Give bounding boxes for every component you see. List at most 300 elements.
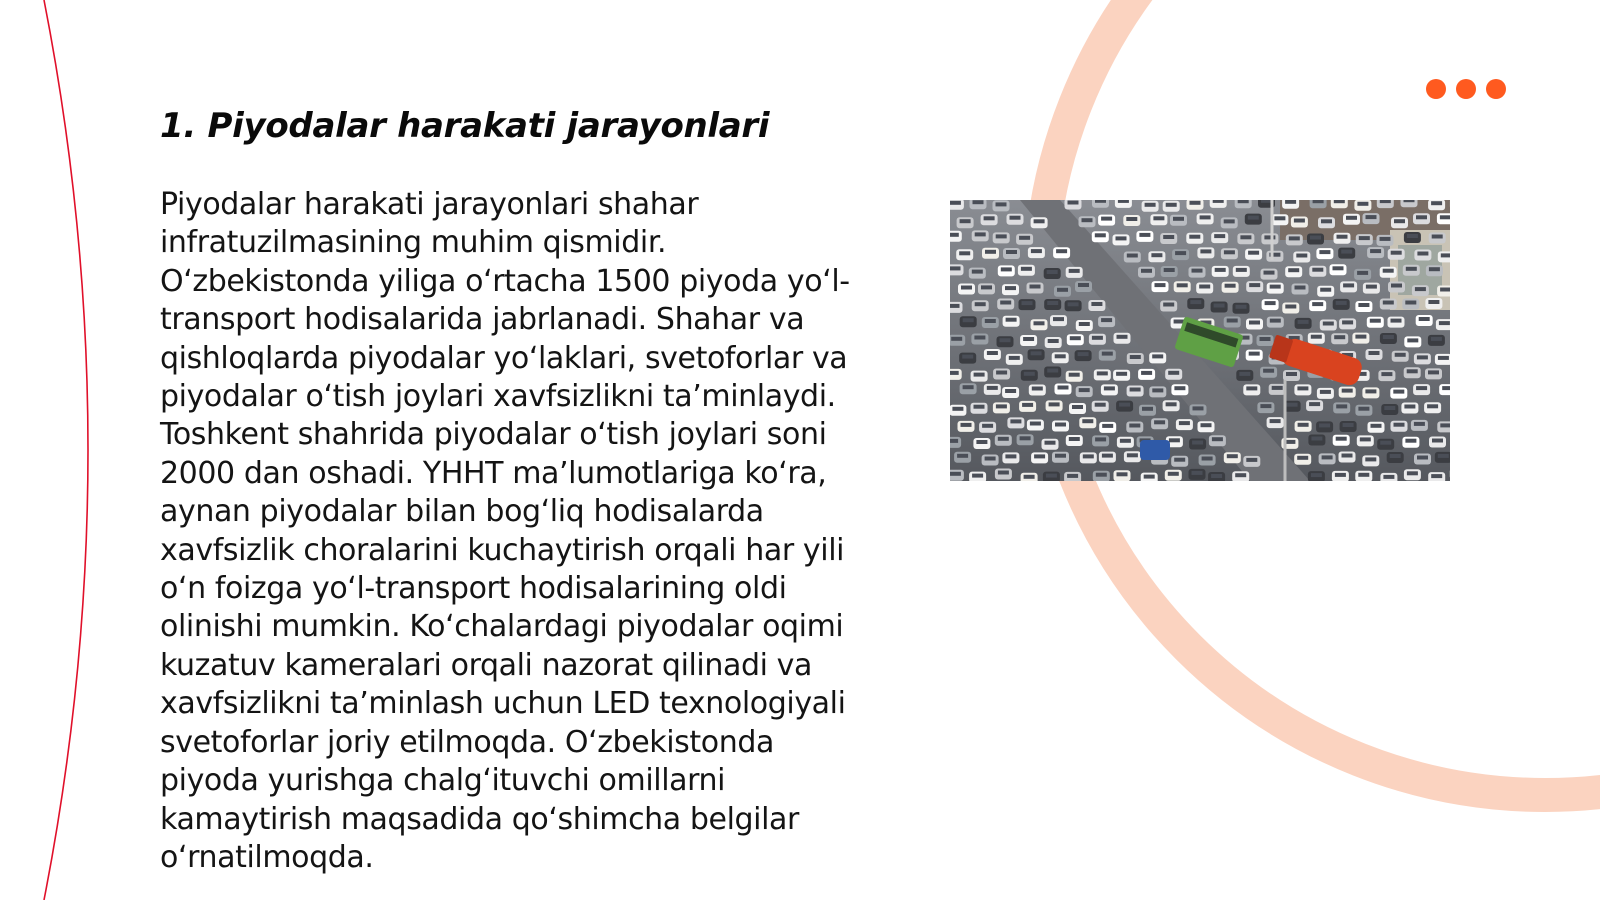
car-window-shape bbox=[1370, 319, 1381, 323]
car-window-shape bbox=[1095, 403, 1106, 407]
car-window-shape bbox=[1095, 233, 1106, 237]
car-window-shape bbox=[1312, 302, 1323, 306]
car-window-shape bbox=[985, 457, 996, 461]
car-window-shape bbox=[1163, 235, 1174, 239]
car-window-shape bbox=[1297, 456, 1308, 460]
car-window-shape bbox=[1298, 320, 1309, 324]
car-window-shape bbox=[1322, 455, 1333, 459]
car-window-shape bbox=[1227, 319, 1238, 323]
car-window-shape bbox=[1034, 321, 1045, 325]
car-window-shape bbox=[996, 202, 1007, 206]
car-window-shape bbox=[998, 471, 1009, 475]
car-window-shape bbox=[1309, 402, 1320, 406]
car-window-shape bbox=[1102, 424, 1113, 428]
car-window-shape bbox=[1342, 454, 1353, 458]
car-window-shape bbox=[1370, 249, 1381, 253]
car-window-shape bbox=[1343, 423, 1354, 427]
car-window-shape bbox=[1391, 284, 1402, 288]
car-window-shape bbox=[1116, 236, 1127, 240]
car-window-shape bbox=[1440, 288, 1450, 292]
car-window-shape bbox=[1320, 288, 1331, 292]
car-window-shape bbox=[1265, 301, 1276, 305]
car-window-shape bbox=[1120, 439, 1131, 443]
car-window-shape bbox=[1238, 200, 1249, 203]
slide-title: 1. Piyodalar harakati jarayonlari bbox=[160, 106, 770, 146]
car-window-shape bbox=[1438, 356, 1449, 360]
car-window-shape bbox=[1260, 404, 1271, 408]
car-window-shape bbox=[975, 232, 986, 236]
car-window-shape bbox=[1285, 305, 1296, 309]
car-window-shape bbox=[1130, 355, 1141, 359]
car-window-shape bbox=[1079, 322, 1090, 326]
slide-body-text: Piyodalar harakati jarayonlari shahar infratuzilmasining muhim qismidir. O‘zbekistonda yiliga o‘rtacha 1500 piyoda yo‘l-transport hodisalarida jabrlanadi. Shahar va qishloqlarda piyodalar yo‘laklari, svetoforlar va piyodalar o‘tish joylari xavfsizlikni ta’minlaydi. Toshkent shahrida piyodalar o‘tish joylari soni 2000 dan oshadi. YHHT ma’lumotlariga ko‘ra, aynan piyodalar bilan bog‘liq hodisalarda xavfsizlik choralarini kuchaytirish orqali har yili o‘n foizga yo‘l-transport hodisalarining oldi olinishi mumkin. Ko‘chalardagi piyodalar oqimi kuzatuv kameralari orqali nazorat qilinadi va xavfsizlikni ta’minlash uchun LED texnologiyali svetoforlar joriy etilmoqda. O‘zbekistonda piyoda yurishga chalg‘ituvchi omillarni kamaytirish maqsadida qo‘shimcha belgilar o‘rnatilmoqda. bbox=[160, 187, 850, 875]
car-window-shape bbox=[1141, 371, 1152, 375]
car-window-shape bbox=[1369, 351, 1380, 355]
car-window-shape bbox=[1163, 303, 1174, 307]
car-window-shape bbox=[1031, 351, 1042, 355]
car-window-shape bbox=[1145, 203, 1156, 207]
car-window-shape bbox=[1079, 388, 1090, 392]
car-window-shape bbox=[1394, 423, 1405, 427]
car-window-shape bbox=[1092, 336, 1103, 340]
car-window-shape bbox=[1215, 268, 1226, 272]
car-window-shape bbox=[1174, 386, 1185, 390]
car-window-shape bbox=[1394, 219, 1405, 223]
car-window-shape bbox=[1144, 475, 1155, 479]
car-window-shape bbox=[1022, 403, 1033, 407]
car-window-shape bbox=[1058, 386, 1069, 390]
car-window-shape bbox=[1260, 337, 1271, 341]
car-window-shape bbox=[1428, 300, 1439, 304]
car-window-shape bbox=[1078, 283, 1089, 287]
car-window-shape bbox=[963, 318, 974, 322]
car-window-shape bbox=[1336, 437, 1347, 441]
car-window-shape bbox=[1297, 386, 1308, 390]
car-window-shape bbox=[1427, 404, 1438, 408]
car-window-shape bbox=[1286, 372, 1297, 376]
left-curve-line bbox=[44, 0, 88, 900]
car-window-shape bbox=[1371, 424, 1382, 428]
car-window-shape bbox=[950, 233, 959, 237]
traffic-jam-illustration bbox=[950, 200, 1450, 481]
car-window-shape bbox=[1365, 389, 1376, 393]
car-window-shape bbox=[1095, 200, 1106, 203]
car-window-shape bbox=[1020, 436, 1031, 440]
car-window-shape bbox=[1380, 237, 1391, 241]
car-window-shape bbox=[1005, 286, 1016, 290]
car-window-shape bbox=[1263, 369, 1274, 373]
car-window-shape bbox=[1117, 335, 1128, 339]
car-window-shape bbox=[1139, 233, 1150, 237]
car-window-shape bbox=[1173, 217, 1184, 221]
car-window-shape bbox=[1227, 454, 1238, 458]
car-window-shape bbox=[1154, 420, 1165, 424]
car-window-shape bbox=[1152, 354, 1163, 358]
car-window-shape bbox=[1082, 419, 1093, 423]
car-window-shape bbox=[1005, 389, 1016, 393]
car-window-shape bbox=[1391, 251, 1402, 255]
car-window-shape bbox=[1333, 266, 1344, 270]
car-window-shape bbox=[1190, 300, 1201, 304]
car-window-shape bbox=[1097, 371, 1108, 375]
car-window-shape bbox=[1319, 250, 1330, 254]
car-window-shape bbox=[1202, 457, 1213, 461]
car-window-shape bbox=[1096, 473, 1107, 477]
car-window-shape bbox=[1095, 437, 1106, 441]
car-window-shape bbox=[1019, 236, 1030, 240]
car-window-shape bbox=[1321, 219, 1332, 223]
car-window-shape bbox=[1164, 268, 1175, 272]
car-window-shape bbox=[1357, 202, 1368, 206]
car-window-shape bbox=[975, 302, 986, 306]
car-window-shape bbox=[973, 200, 984, 204]
car-window-shape bbox=[1070, 336, 1081, 340]
car-window-shape bbox=[1240, 235, 1251, 239]
car-window-shape bbox=[985, 319, 996, 323]
car-window-shape bbox=[1311, 437, 1322, 441]
car-window-shape bbox=[1431, 201, 1442, 205]
car-window-shape bbox=[1130, 388, 1141, 392]
car-window-shape bbox=[1323, 322, 1334, 326]
car-window-shape bbox=[1355, 335, 1366, 339]
car-window-shape bbox=[1049, 402, 1060, 406]
car-window-shape bbox=[1261, 200, 1272, 203]
car-window-shape bbox=[1365, 457, 1376, 461]
car-window-shape bbox=[987, 351, 998, 355]
car-window-shape bbox=[1440, 215, 1450, 219]
car-window-shape bbox=[1249, 283, 1260, 287]
car-window-shape bbox=[1359, 236, 1370, 240]
dot-icon bbox=[1456, 79, 1476, 99]
car-window-shape bbox=[1236, 268, 1247, 272]
car-window-shape bbox=[1224, 250, 1235, 254]
car-window-shape bbox=[1091, 302, 1102, 306]
car-window-shape bbox=[1034, 219, 1045, 223]
car-window-shape bbox=[1083, 454, 1094, 458]
car-window-shape bbox=[982, 424, 993, 428]
car-window-shape bbox=[1311, 335, 1322, 339]
car-window-shape bbox=[1405, 301, 1416, 305]
car-window-shape bbox=[1078, 352, 1089, 356]
car-window-shape bbox=[1046, 474, 1057, 478]
car-window-shape bbox=[1313, 200, 1324, 203]
car-window-shape bbox=[1358, 473, 1369, 477]
car-window-shape bbox=[984, 216, 995, 220]
car-window-shape bbox=[1417, 355, 1428, 359]
car-window-shape bbox=[1380, 441, 1391, 445]
car-window-shape bbox=[963, 385, 974, 389]
car-window-shape bbox=[1006, 250, 1017, 254]
car-window-shape bbox=[1048, 339, 1059, 343]
car-window-shape bbox=[974, 373, 985, 377]
car-window-shape bbox=[1337, 235, 1348, 239]
car-window-shape bbox=[960, 219, 971, 223]
car-window-shape bbox=[1142, 407, 1153, 411]
car-window-shape bbox=[1246, 458, 1257, 462]
car-window-shape bbox=[1249, 321, 1260, 325]
car-window-shape bbox=[1102, 454, 1113, 458]
car-window-shape bbox=[1432, 439, 1443, 443]
car-window-shape bbox=[1005, 454, 1016, 458]
car-window-shape bbox=[1141, 269, 1152, 273]
car-window-shape bbox=[1200, 249, 1211, 253]
car-window-shape bbox=[1009, 356, 1020, 360]
car-window-shape bbox=[1360, 437, 1371, 441]
car-window-shape bbox=[1177, 283, 1188, 287]
car-window-shape bbox=[1342, 389, 1353, 393]
car-window-shape bbox=[1419, 317, 1430, 321]
car-window-shape bbox=[1335, 473, 1346, 477]
car-window-shape bbox=[1072, 405, 1083, 409]
car-window-shape bbox=[1235, 473, 1246, 477]
car-window-shape bbox=[1431, 337, 1442, 341]
car-window-shape bbox=[1381, 372, 1392, 376]
car-window-shape bbox=[1127, 254, 1138, 258]
car-window-shape bbox=[1022, 301, 1033, 305]
car-window-shape bbox=[1126, 217, 1137, 221]
car-window-shape bbox=[1383, 269, 1394, 273]
car-window-shape bbox=[1431, 474, 1442, 478]
car-window-shape bbox=[1151, 253, 1162, 257]
car-window-shape bbox=[961, 423, 972, 427]
car-window-shape bbox=[1429, 267, 1440, 271]
car-window-shape bbox=[1034, 454, 1045, 458]
car-window-shape bbox=[1383, 475, 1394, 479]
car-window-shape bbox=[1032, 387, 1043, 391]
car-window-shape bbox=[1310, 236, 1321, 240]
car-window-shape bbox=[1406, 267, 1417, 271]
car-window-shape bbox=[1199, 285, 1210, 289]
car-window-shape bbox=[951, 337, 962, 341]
car-window-shape bbox=[1119, 403, 1130, 407]
car-window-shape bbox=[1152, 388, 1163, 392]
car-window-shape bbox=[1404, 405, 1415, 409]
car-window-shape bbox=[1101, 217, 1112, 221]
car-window-shape bbox=[959, 251, 970, 255]
car-window-shape bbox=[1155, 283, 1166, 287]
car-window-shape bbox=[1285, 200, 1296, 204]
car-window-shape bbox=[974, 336, 985, 340]
car-window-shape bbox=[1024, 372, 1035, 376]
car-window-shape bbox=[1270, 285, 1281, 289]
car-window-shape bbox=[1432, 235, 1443, 239]
car-window-shape bbox=[981, 285, 992, 289]
car-window-shape bbox=[1248, 216, 1259, 220]
car-window-shape bbox=[1407, 338, 1418, 342]
car-window-shape bbox=[1270, 419, 1281, 423]
car-window-shape bbox=[1212, 437, 1223, 441]
car-window-shape bbox=[1175, 251, 1186, 255]
car-window-shape bbox=[1415, 287, 1426, 291]
car-window-shape bbox=[987, 386, 998, 390]
car-window-shape bbox=[1428, 370, 1439, 374]
car-window-shape bbox=[996, 371, 1007, 375]
car-window-shape bbox=[1264, 271, 1275, 275]
car-window-shape bbox=[1358, 303, 1369, 307]
car-window-shape bbox=[1006, 318, 1017, 322]
car-window-shape bbox=[1264, 235, 1275, 239]
car-window-shape bbox=[1384, 406, 1395, 410]
car-window-shape bbox=[1439, 321, 1450, 325]
car-window-shape bbox=[1192, 471, 1203, 475]
car-window-shape bbox=[1366, 285, 1377, 289]
car-window-shape bbox=[1213, 200, 1224, 203]
car-window-shape bbox=[957, 454, 968, 458]
car-window-shape bbox=[1190, 201, 1201, 205]
car-window-shape bbox=[1294, 219, 1305, 223]
car-window-shape bbox=[1166, 203, 1177, 207]
car-window-shape bbox=[1441, 253, 1450, 257]
car-window-shape bbox=[1168, 472, 1179, 476]
car-window-shape bbox=[972, 474, 983, 478]
car-window-shape bbox=[1287, 403, 1298, 407]
car-window-shape bbox=[1225, 284, 1236, 288]
car-window-shape bbox=[1116, 372, 1127, 376]
car-window-shape bbox=[1214, 304, 1225, 308]
car-window-shape bbox=[1193, 406, 1204, 410]
car-window-shape bbox=[1414, 422, 1425, 426]
car-window-shape bbox=[1214, 234, 1225, 238]
car-window-shape bbox=[950, 472, 961, 476]
car-window-shape bbox=[1055, 423, 1066, 427]
car-window-shape bbox=[996, 404, 1007, 408]
car-window-shape bbox=[1169, 438, 1180, 442]
car-window-shape bbox=[1319, 423, 1330, 427]
car-window-shape bbox=[1168, 371, 1179, 375]
car-window-shape bbox=[1117, 472, 1128, 476]
car-window-shape bbox=[1010, 216, 1021, 220]
car-window-shape bbox=[974, 405, 985, 409]
car-window-shape bbox=[1000, 338, 1011, 342]
car-window-shape bbox=[1357, 271, 1368, 275]
car-window-shape bbox=[1395, 353, 1406, 357]
dot-icon bbox=[1486, 79, 1506, 99]
car-window-shape bbox=[1211, 474, 1222, 478]
car-window-shape bbox=[1055, 454, 1066, 458]
car-window-shape bbox=[1067, 474, 1078, 478]
car-window-shape bbox=[1417, 456, 1428, 460]
car-window-shape bbox=[1274, 216, 1285, 220]
car-window-shape bbox=[1127, 453, 1138, 457]
car-window-shape bbox=[1166, 402, 1177, 406]
car-window-shape bbox=[1055, 354, 1066, 358]
car-window-shape bbox=[1358, 407, 1369, 411]
car-window-shape bbox=[1102, 352, 1113, 356]
car-window-shape bbox=[1390, 454, 1401, 458]
car-window-shape bbox=[950, 439, 958, 443]
car-window-shape bbox=[1045, 441, 1056, 445]
car-window-shape bbox=[1334, 335, 1345, 339]
car-window-shape bbox=[1101, 318, 1112, 322]
car-window-shape bbox=[950, 371, 959, 375]
dot-icon bbox=[1426, 79, 1446, 99]
car-window-shape bbox=[1311, 473, 1322, 477]
car-window-shape bbox=[952, 407, 963, 411]
car-window-shape bbox=[1053, 317, 1064, 321]
car-window-shape bbox=[1047, 369, 1058, 373]
car-window-shape bbox=[1404, 200, 1415, 202]
car-window-shape bbox=[1383, 301, 1394, 305]
car-window-shape bbox=[976, 440, 987, 444]
car-window-shape bbox=[1031, 249, 1042, 253]
car-window-shape bbox=[1407, 471, 1418, 475]
traffic-jam-photo bbox=[950, 200, 1450, 481]
car-window-shape bbox=[1023, 337, 1034, 341]
car-window-shape bbox=[950, 304, 960, 308]
car-window-shape bbox=[1047, 270, 1058, 274]
car-window-shape bbox=[1000, 301, 1011, 305]
car-window-shape bbox=[1201, 423, 1212, 427]
car-window-shape bbox=[1270, 319, 1281, 323]
car-window-shape bbox=[1346, 216, 1357, 220]
car-window-shape bbox=[961, 286, 972, 290]
car-window-shape bbox=[1249, 352, 1260, 356]
car-window-shape bbox=[1179, 421, 1190, 425]
car-window-shape bbox=[1082, 218, 1093, 222]
car-window-shape bbox=[950, 201, 961, 205]
car-window-shape bbox=[1248, 251, 1259, 255]
car-window-shape bbox=[1416, 386, 1427, 390]
car-window-shape bbox=[1189, 235, 1200, 239]
car-window-shape bbox=[1001, 267, 1012, 271]
car-window-shape bbox=[1068, 201, 1079, 205]
car-window-shape bbox=[1030, 285, 1041, 289]
car-window-shape bbox=[1192, 269, 1203, 273]
car-window-shape bbox=[950, 266, 961, 270]
car-window-shape bbox=[1224, 219, 1235, 223]
car-window-shape bbox=[1407, 369, 1418, 373]
car-window-shape bbox=[1296, 254, 1307, 258]
car-window-shape bbox=[1246, 386, 1257, 390]
car-window-shape bbox=[996, 234, 1007, 238]
car-window-shape bbox=[1068, 302, 1079, 306]
car-window-shape bbox=[1010, 419, 1021, 423]
car-window-shape bbox=[1298, 423, 1309, 427]
car-window-shape bbox=[1440, 423, 1450, 427]
car-window-shape bbox=[985, 250, 996, 254]
car-window-shape bbox=[1069, 269, 1080, 273]
car-window-shape bbox=[1391, 319, 1402, 323]
car-window-shape bbox=[1366, 215, 1377, 219]
car-window-shape bbox=[1288, 268, 1299, 272]
car-window-shape bbox=[1030, 422, 1041, 426]
car-window-shape bbox=[1342, 320, 1353, 324]
car-window-shape bbox=[1405, 439, 1416, 443]
car-window-shape bbox=[1069, 373, 1080, 377]
car-window-shape bbox=[1380, 200, 1391, 203]
car-window-shape bbox=[1104, 386, 1115, 390]
car-window-shape bbox=[1442, 386, 1450, 390]
car-window-shape bbox=[1057, 288, 1068, 292]
car-window-shape bbox=[1129, 424, 1140, 428]
car-window-shape bbox=[1200, 215, 1211, 219]
car-window-shape bbox=[1295, 286, 1306, 290]
car-window-shape bbox=[962, 355, 973, 359]
car-window-shape bbox=[1341, 250, 1352, 254]
car-window-shape bbox=[1272, 386, 1283, 390]
car-window-shape bbox=[1236, 305, 1247, 309]
car-window-shape bbox=[1320, 390, 1331, 394]
car-window-shape bbox=[1174, 458, 1185, 462]
car-window-shape bbox=[1047, 301, 1058, 305]
three-dots-icon bbox=[1426, 79, 1506, 99]
car-window-shape bbox=[972, 270, 983, 274]
car-window-shape bbox=[1192, 441, 1203, 445]
car-window-shape bbox=[1393, 390, 1404, 394]
car-window-shape bbox=[1239, 372, 1250, 376]
car-window-shape bbox=[1343, 283, 1354, 287]
car-window-shape bbox=[998, 437, 1009, 441]
